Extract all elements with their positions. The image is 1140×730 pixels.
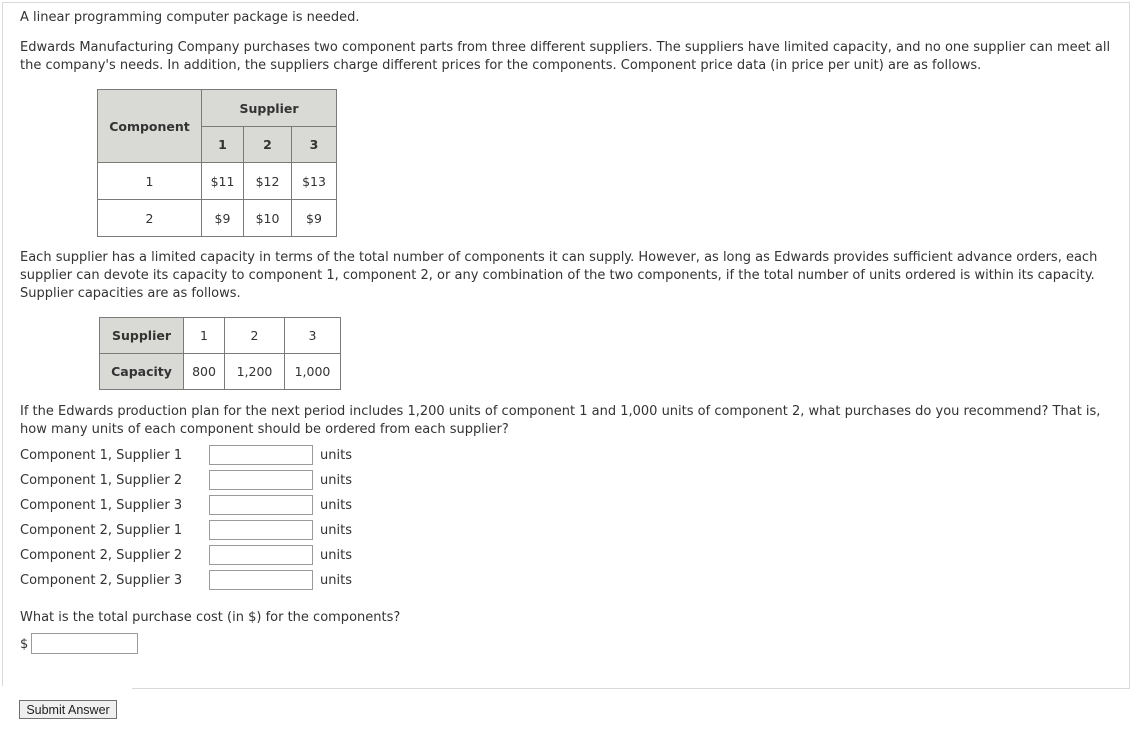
total-cost-input[interactable] [31, 633, 138, 654]
capacity-value: 1,200 [225, 354, 285, 390]
answer-input-c2-s3[interactable] [209, 570, 313, 590]
supplier-row-header: Supplier [100, 318, 184, 354]
answer-input-c1-s2[interactable] [209, 470, 313, 490]
unit-label: units [320, 548, 352, 563]
panel-bottom-border [132, 686, 1130, 689]
capacity-supplier-3: 3 [285, 318, 341, 354]
component-1-label: 1 [98, 163, 202, 200]
unit-label: units [320, 498, 352, 513]
unit-label: units [320, 473, 352, 488]
answer-input-c2-s2[interactable] [209, 545, 313, 565]
price-supplier-2-header: 2 [244, 127, 292, 163]
price-supplier-1-header: 1 [202, 127, 244, 163]
supplier-group-header: Supplier [202, 90, 337, 127]
submit-answer-button[interactable]: Submit Answer [19, 700, 117, 719]
price-cell: $10 [244, 200, 292, 237]
unit-label: units [320, 573, 352, 588]
answer-label-c2-s3: Component 2, Supplier 3 [20, 573, 183, 588]
capacity-table [99, 317, 341, 390]
unit-label: units [320, 448, 352, 463]
answer-label-c2-s1: Component 2, Supplier 1 [20, 523, 183, 538]
price-table [97, 89, 337, 237]
answer-label-c1-s3: Component 1, Supplier 3 [20, 498, 183, 513]
capacity-row-header: Capacity [100, 354, 184, 390]
problem-paragraph-3: If the Edwards production plan for the next period includes 1,200 units of component 1 and 1,000 units of component 2, what purchases do you recommend? That is, how many units of each component should be ordered from each supplier? [20, 404, 1101, 437]
price-cell: $9 [292, 200, 337, 237]
answer-label-c2-s2: Component 2, Supplier 2 [20, 548, 183, 563]
answer-label-c1-s2: Component 1, Supplier 2 [20, 473, 183, 488]
answer-input-c2-s1[interactable] [209, 520, 313, 540]
price-supplier-3-header: 3 [292, 127, 337, 163]
price-cell: $9 [202, 200, 244, 237]
component-2-label: 2 [98, 200, 202, 237]
capacity-value: 800 [184, 354, 225, 390]
answer-label-c1-s1: Component 1, Supplier 1 [20, 448, 183, 463]
price-cell: $13 [292, 163, 337, 200]
answer-input-c1-s1[interactable] [209, 445, 313, 465]
price-cell: $11 [202, 163, 244, 200]
capacity-supplier-1: 1 [184, 318, 225, 354]
unit-label: units [320, 523, 352, 538]
currency-symbol: $ [20, 637, 29, 652]
answer-input-c1-s3[interactable] [209, 495, 313, 515]
intro-text: A linear programming computer package is needed. [20, 10, 360, 25]
component-header: Component [98, 90, 202, 163]
capacity-value: 1,000 [285, 354, 341, 390]
capacity-supplier-2: 2 [225, 318, 285, 354]
price-cell: $12 [244, 163, 292, 200]
problem-paragraph-1: Edwards Manufacturing Company purchases two component parts from three different suppliers. The suppliers have limited capacity, and no one supplier can meet all the company's needs. In addition, the suppliers charge different prices for the components. Component price data (in price per unit) are as follows. [20, 40, 1111, 73]
total-cost-question: What is the total purchase cost (in $) for the components? [20, 610, 401, 625]
problem-paragraph-2: Each supplier has a limited capacity in terms of the total number of components it can supply. However, as long as Edwards provides sufficient advance orders, each supplier can devote its capacity to component 1, component 2, or any combination of the two components, if the total number of units ordered is within its capacity. Supplier capacities are as follows. [20, 250, 1098, 301]
